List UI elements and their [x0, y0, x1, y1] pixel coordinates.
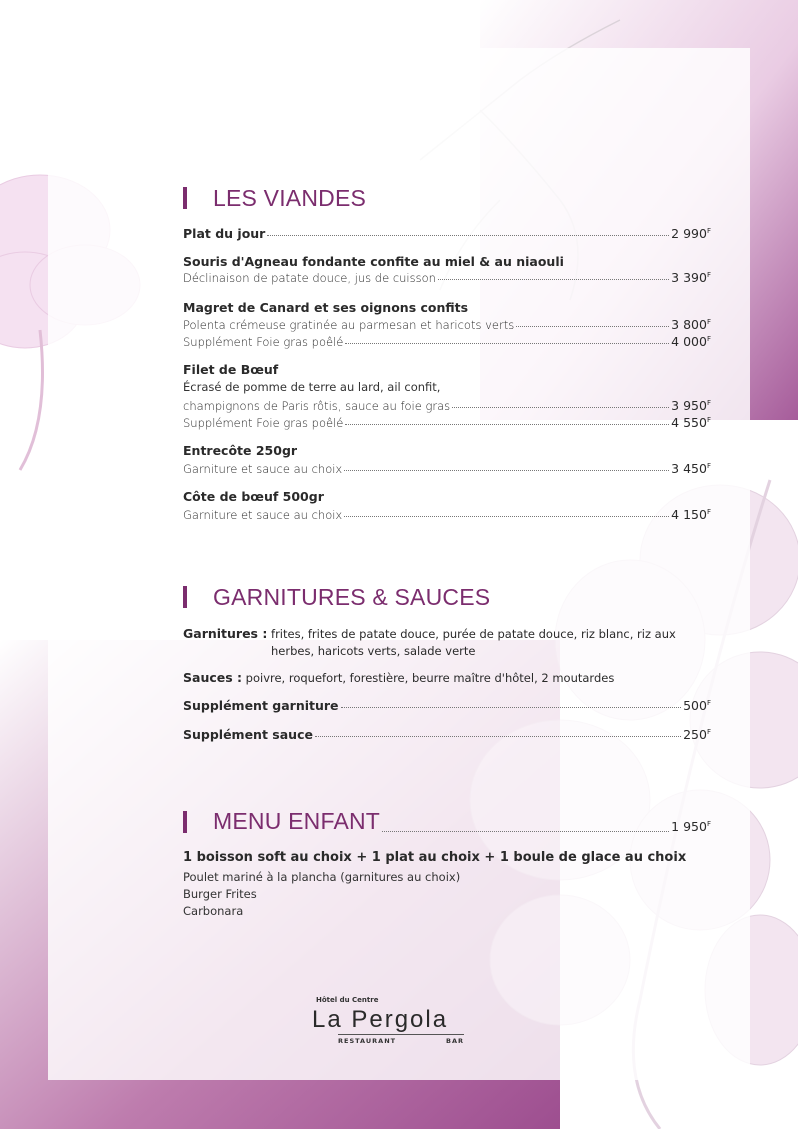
leader-dots [315, 736, 681, 737]
logo-restaurant-text: RESTAURANT [338, 1037, 397, 1045]
item-price: $250^F$ [683, 727, 711, 742]
leader-dots [341, 707, 682, 708]
menu-enfant-option: Poulet mariné à la plancha (garnitures au choix) [183, 870, 461, 884]
menu-enfant-price: 1 $950^F$ [671, 819, 711, 834]
section-garnitures-title [183, 582, 490, 612]
item-price: 3 $450^F$ [671, 461, 711, 476]
item-price: $500^F$ [683, 698, 711, 713]
supplement-price: 4 $000^F$ [671, 334, 711, 349]
item-supplement-line [183, 334, 711, 349]
section-bar [183, 811, 187, 833]
logo-bar-text: BAR [446, 1037, 464, 1045]
leader-dots [267, 235, 669, 236]
section-viandes-title [183, 183, 366, 213]
item-desc: Déclinaison de patate douce, jus de cuisson [183, 271, 436, 285]
item-name: Plat du jour [183, 226, 266, 241]
item-price: 2 $990^F$ [671, 226, 711, 241]
item-price: 3 $950^F$ [671, 398, 711, 413]
item-desc: Polenta crémeuse gratinée au parmesan et haricots verts [183, 318, 515, 332]
supplement-text: Supplément Foie gras poêlé [183, 416, 344, 430]
leader-dots [516, 326, 669, 327]
section-enfant-title [183, 808, 711, 835]
menu-item-cote-boeuf: Côte de bœuf 500gr [183, 489, 324, 504]
item-description-line [183, 461, 711, 476]
section-title-text: GARNITURES & SAUCES [213, 583, 491, 610]
item-description-line [183, 507, 711, 522]
leader-dots [345, 343, 669, 344]
la-pergola-logo [312, 996, 492, 1056]
garnitures-text-continued: herbes, haricots verts, salade verte [271, 644, 476, 658]
supplement-text: Supplément Foie gras poêlé [183, 335, 344, 349]
leader-dots [345, 424, 669, 425]
item-description-line [183, 398, 711, 413]
item-price: 3 $390^F$ [671, 270, 711, 285]
item-description-line [183, 270, 711, 285]
menu-item-souris-agneau: Souris d'Agneau fondante confite au miel & au niaouli [183, 254, 564, 269]
leader-dots [344, 470, 669, 471]
menu-page [48, 48, 750, 1080]
supplement-sauce [183, 727, 711, 742]
leader-dots [344, 516, 669, 517]
garnitures-label: Garnitures : [183, 626, 268, 641]
sauces-text: poivre, roquefort, forestière, beurre maître d'hôtel, 2 moutardes [245, 671, 615, 685]
menu-item-entrecote: Entrecôte 250gr [183, 443, 298, 458]
item-name: Supplément sauce [183, 727, 313, 742]
leader-dots [452, 407, 669, 408]
item-desc: champignons de Paris rôtis, sauce au foie gras [183, 399, 451, 413]
sauces-label: Sauces : [183, 670, 243, 685]
item-price: 3 $800^F$ [671, 317, 711, 332]
item-desc: Garniture et sauce au choix [183, 508, 343, 522]
sauces-list [183, 669, 711, 687]
menu-enfant-option: Carbonara [183, 904, 244, 918]
item-desc: Écrasé de pomme de terre au lard, ail confit, [183, 380, 441, 394]
logo-hotel-text: Hôtel du Centre [316, 996, 379, 1004]
menu-item-plat-du-jour [183, 226, 711, 241]
section-title-text: LES VIANDES [213, 184, 367, 211]
section-bar [183, 586, 187, 608]
supplement-garniture [183, 698, 711, 713]
leader-dots [438, 279, 669, 280]
leader-dots [382, 831, 669, 832]
logo-name-text: La Pergola [312, 1006, 449, 1033]
item-name: Supplément garniture [183, 698, 339, 713]
garnitures-list [183, 625, 711, 660]
garnitures-text: frites, frites de patate douce, purée de patate douce, riz blanc, riz aux [271, 627, 676, 641]
supplement-price: 4 $550^F$ [671, 415, 711, 430]
item-price: 4 $150^F$ [671, 507, 711, 522]
menu-item-filet-boeuf: Filet de Bœuf [183, 362, 279, 377]
item-supplement-line [183, 415, 711, 430]
item-description-line [183, 317, 711, 332]
section-bar [183, 187, 187, 209]
logo-subline [338, 1034, 464, 1045]
menu-enfant-formula: 1 boisson soft au choix + 1 plat au choix + 1 boule de glace au choix [183, 850, 687, 865]
menu-item-magret-canard: Magret de Canard et ses oignons confits [183, 300, 469, 315]
item-desc: Garniture et sauce au choix [183, 462, 343, 476]
menu-enfant-option: Burger Frites [183, 887, 257, 901]
section-title-text: MENU ENFANT [213, 808, 381, 834]
